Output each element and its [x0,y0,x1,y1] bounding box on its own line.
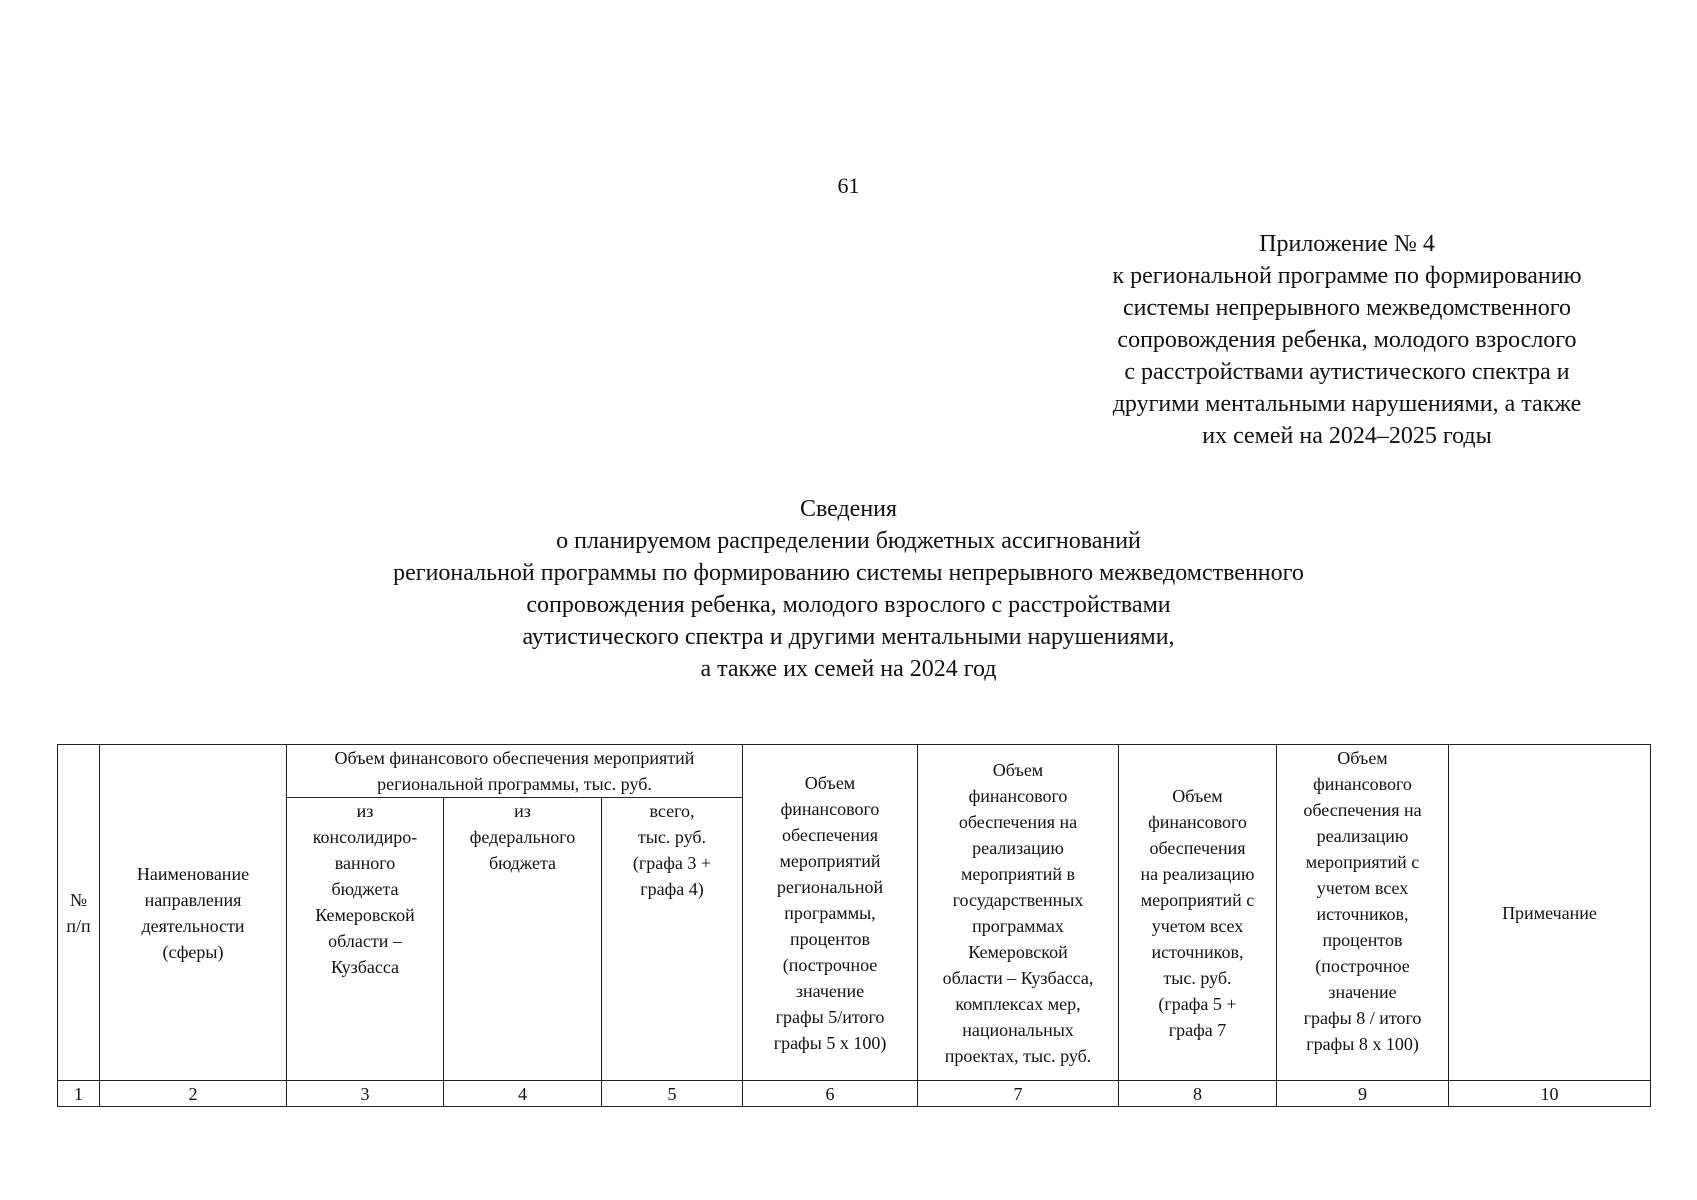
budget-allocation-table [57,744,1651,1107]
document-title [0,493,1697,685]
column-number: 8 [1119,1081,1277,1107]
column-number: 7 [918,1081,1119,1107]
appendix-caption [1062,228,1632,452]
header-col-all-sources-percent: Объем финансового обеспечения на реализацию мероприятий с учетом всех источников, процентов (построчное значение графы 8 / итого графы 8 х 100) [1277,745,1449,1081]
column-numbers-row [58,1081,1651,1107]
header-col-activity: Наименование направления деятельности (сферы) [100,745,287,1081]
column-number: 3 [287,1081,444,1107]
appendix-line: Приложение № 4 [1259,231,1435,257]
page-number: 61 [837,173,860,198]
column-number: 1 [58,1081,100,1107]
title-line: а также их семей на 2024 год [700,656,997,682]
header-col-financing-percent: Объем финансового обеспечения мероприятий региональной программы, процентов (построчное значение графы 5/итого графы 5 х 100) [743,745,918,1081]
appendix-line: другими ментальными нарушениями, а также [1112,391,1582,417]
appendix-line: сопровождения ребенка, молодого взрослого [1117,327,1577,353]
title-line: Сведения [799,496,898,522]
header-col-total: всего, тыс. руб. (графа 3 + графа 4) [602,798,743,1081]
header-row-1 [58,745,1651,798]
column-number: 6 [743,1081,918,1107]
header-col-note: Примечание [1449,745,1651,1081]
column-number: 2 [100,1081,287,1107]
title-line: региональной программы по формированию системы непрерывного межведомственного [393,560,1304,586]
appendix-line: с расстройствами аутистического спектра и [1124,359,1570,385]
column-number: 5 [602,1081,743,1107]
appendix-line: к региональной программе по формированию [1112,263,1582,289]
column-number: 4 [444,1081,602,1107]
column-number: 10 [1449,1081,1651,1107]
title-line: аутистического спектра и другими ментальными нарушениями, [522,624,1175,650]
header-col-all-sources: Объем финансового обеспечения на реализацию мероприятий с учетом всех источников, тыс. руб. (графа 5 + графа 7 [1119,745,1277,1081]
column-number: 9 [1277,1081,1449,1107]
appendix-line: их семей на 2024–2025 годы [1202,423,1492,449]
title-line: сопровождения ребенка, молодого взрослого с расстройствами [526,592,1171,618]
appendix-line: системы непрерывного межведомственного [1123,295,1571,321]
header-col-state-programs: Объем финансового обеспечения на реализацию мероприятий в государственных программах Кемеровской области – Кузбасса, комплексах мер, национальных проектах, тыс. руб. [918,745,1119,1081]
title-line: о планируемом распределении бюджетных ассигнований [556,528,1141,554]
header-group-financing: Объем финансового обеспечения мероприятий региональной программы, тыс. руб. [287,745,743,798]
header-col-federal-budget: из федерального бюджета [444,798,602,1081]
header-col-number: № п/п [58,745,100,1081]
header-col-regional-budget: из консолидиро- ванного бюджета Кемеровской области – Кузбасса [287,798,444,1081]
